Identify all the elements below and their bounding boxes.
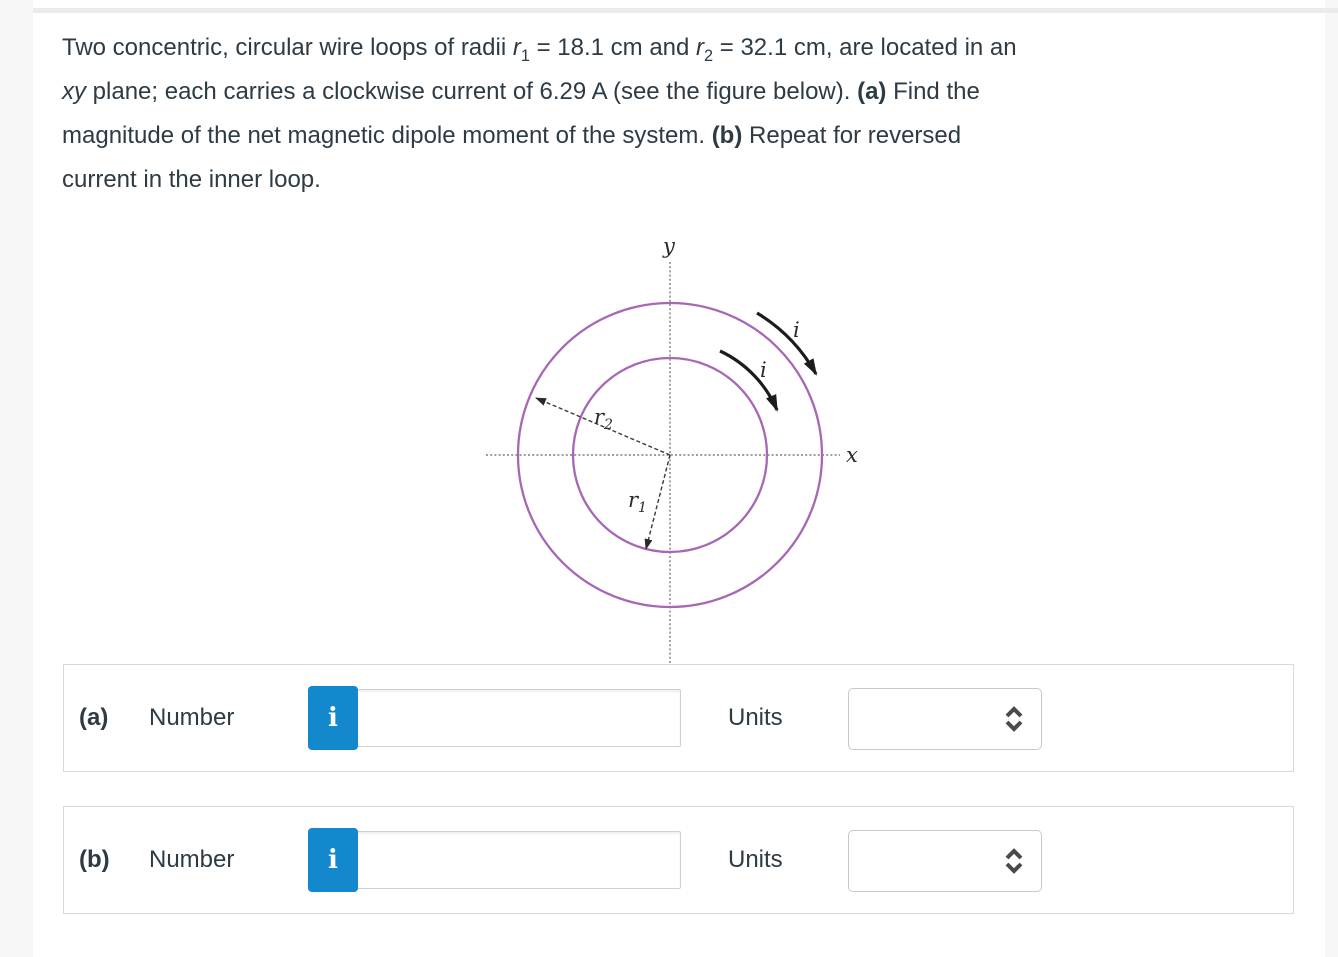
number-input-group-a <box>308 686 681 750</box>
x-axis-label: x <box>846 443 858 467</box>
page-gutter-right <box>1325 0 1338 957</box>
page-gutter-left <box>0 0 33 957</box>
r2-label: $r_2$ <box>594 405 613 433</box>
number-input-b[interactable] <box>355 831 681 889</box>
answer-row-b <box>63 806 1294 914</box>
number-label-b: Number <box>149 846 235 873</box>
top-border <box>33 8 1338 13</box>
select-chevron-icon <box>1003 705 1025 733</box>
number-input-a[interactable] <box>355 689 681 747</box>
units-select-a[interactable] <box>848 688 1042 750</box>
info-icon-button-b[interactable]: i <box>308 828 358 892</box>
answer-row-a <box>63 664 1294 772</box>
inner-current-arrow <box>720 351 777 410</box>
r1-radius-arrow <box>646 455 670 549</box>
part-label-b: (b) <box>79 846 110 873</box>
number-input-group-b <box>308 828 681 892</box>
units-label-a: Units <box>728 704 783 731</box>
info-icon-button-a[interactable]: i <box>308 686 358 750</box>
units-label-b: Units <box>728 846 783 873</box>
part-label-a: (a) <box>79 704 109 731</box>
units-select-b[interactable] <box>848 830 1042 892</box>
number-label-a: Number <box>149 704 235 731</box>
select-chevron-icon <box>1003 847 1025 875</box>
outer-current-label: i <box>793 318 800 342</box>
problem-text: Two concentric, circular wire loops of radii $r_1 = 18.1$ cm and $r_2 = 32.1$ cm, are located in an xy plane; each carries a clockwise current of 6.29 A (see the figure below). (a) Find the magnitude of the net magnetic dipole moment of the system. (b) Repeat for reversed current in the inner loop. <box>62 34 1017 193</box>
r1-label: $r_1$ <box>628 488 647 516</box>
y-axis-label: y <box>663 234 675 258</box>
inner-current-label: i <box>760 358 767 382</box>
figure-concentric-loops <box>480 227 880 664</box>
